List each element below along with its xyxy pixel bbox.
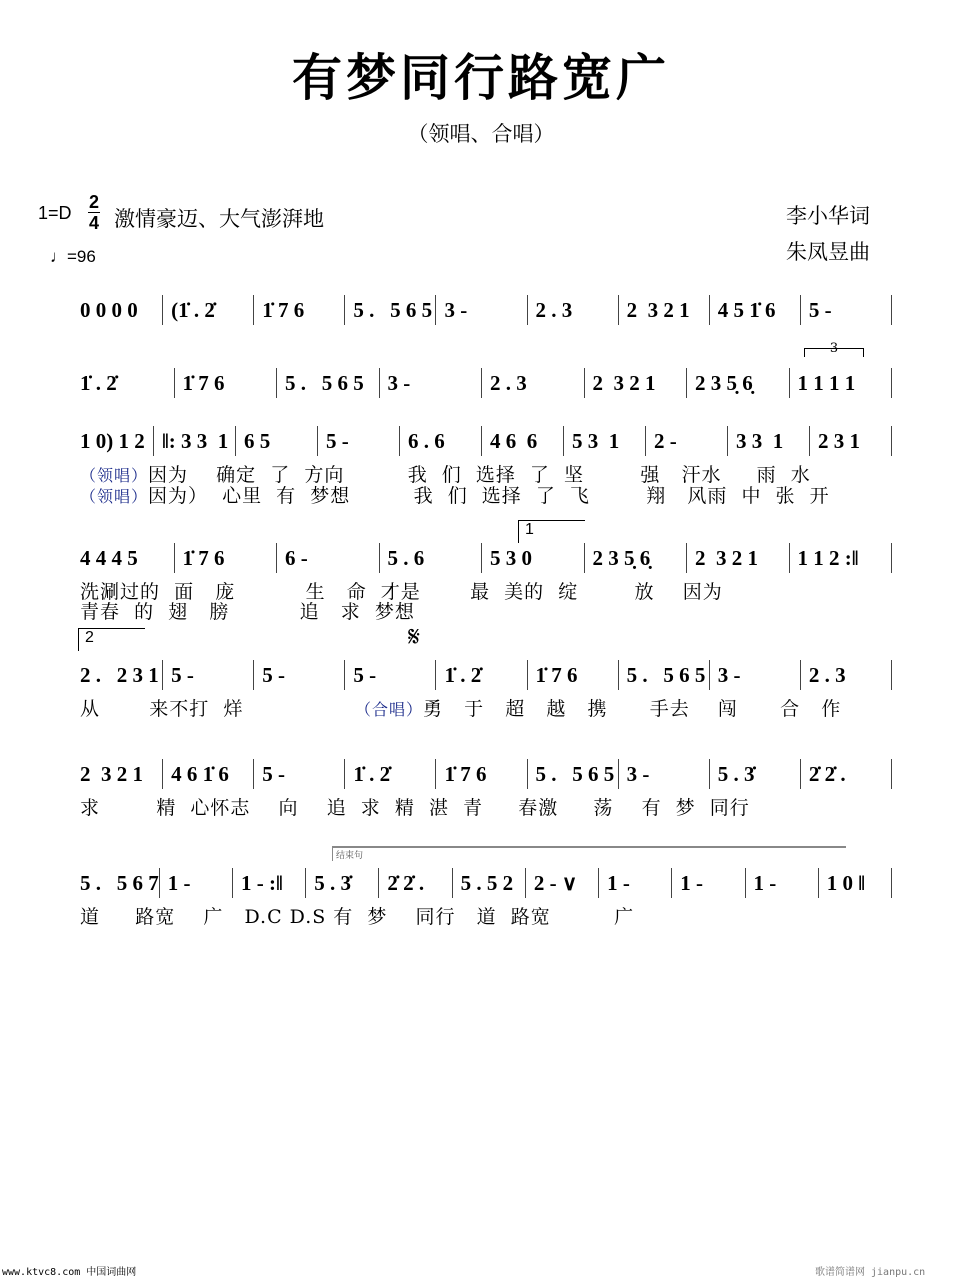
measure: 1̇ 7 6 — [528, 660, 619, 690]
measure: 1̇ . 2̇ — [436, 660, 527, 690]
song-title: 有梦同行路宽广 — [292, 48, 670, 107]
subtitle: （领唱、合唱） — [407, 122, 555, 146]
measure: 2 - — [646, 426, 728, 456]
music-line — [80, 543, 892, 573]
measure: 1̇ 7 6 — [254, 295, 345, 325]
measure: 5 - — [254, 660, 345, 690]
measure: 5 3 0 — [482, 543, 585, 573]
time-sig-top: 2 — [88, 192, 99, 212]
role-label: （领唱） — [80, 487, 149, 506]
measure: 1 - — [160, 868, 233, 898]
measure: 5 . 5 2 — [453, 868, 526, 898]
measure: 0 0 0 0 — [80, 295, 163, 325]
measure: 2̇ 2̇ . — [801, 759, 892, 789]
measure: 5 . 5 6 5 — [345, 295, 436, 325]
measure: 1̇ 7 6 — [175, 368, 278, 398]
measure: 4 5 1̇ 6 — [710, 295, 801, 325]
lyric-text: 道 路宽 广 D.C D.S 有 梦 同行 道 路宽 广 — [80, 906, 635, 928]
volta-bracket: 2 — [78, 628, 145, 651]
measure: 6 . 6 — [400, 426, 482, 456]
measure: 1̇ . 2̇ — [80, 368, 175, 398]
measure: 4 6 6 — [482, 426, 564, 456]
music-line — [80, 660, 892, 690]
measure: 1 - :‖ — [233, 868, 306, 898]
lyric-text: 求 精 心怀志 向 追 求 精 湛 青 春激 荡 有 梦 同行 — [80, 797, 750, 819]
volta-bracket: 1 — [518, 520, 585, 543]
measure: 2 3 2 1 — [619, 295, 710, 325]
measure: 5 . 6 — [380, 543, 483, 573]
lyric-line — [80, 597, 415, 624]
measure: 3 3 1 — [728, 426, 810, 456]
triplet-mark: 3 — [804, 348, 864, 357]
music-line — [80, 868, 892, 898]
time-sig-bottom: 4 — [88, 213, 99, 233]
role-label: （领唱） — [80, 466, 149, 485]
expression-mark: 激情豪迈、大气澎湃地 — [114, 207, 324, 231]
measure: ‖: 3 3 1 — [154, 426, 236, 456]
lyric-text: 勇 于 超 越 携 手去 闯 合 作 — [423, 698, 842, 720]
tempo-mark: ♩=96 — [50, 247, 96, 266]
measure: 5 . 3̇ — [710, 759, 801, 789]
measure: 2 3 5̣ 6̣ — [687, 368, 790, 398]
measure: 5 - — [801, 295, 892, 325]
measure: 5 - — [163, 660, 254, 690]
ending-bracket: 结束句 — [332, 846, 846, 861]
measure: 5 . 5 6 7 — [80, 868, 160, 898]
key-signature: 1=D — [38, 203, 72, 223]
role-label: （合唱） — [355, 700, 424, 719]
measure: 5 - — [318, 426, 400, 456]
measure: 5 . 5 6 5 — [619, 660, 710, 690]
measure: 1̇ 7 6 — [175, 543, 278, 573]
music-line — [80, 426, 892, 456]
measure: 3 - — [380, 368, 483, 398]
lyric-line — [80, 793, 750, 820]
measure: 2 . 2 3 1 — [80, 660, 163, 690]
measure: 2 - ∨ — [526, 868, 599, 898]
measure: 5 - — [345, 660, 436, 690]
measure: 1 - — [599, 868, 672, 898]
segno-sign: 𝄋 — [408, 620, 421, 653]
lyric-text: 洗涮过的 面 庞 生 命 才是 最 美的 绽 放 因为 — [80, 581, 723, 603]
measure: 1 0) 1 2 — [80, 426, 154, 456]
footer-left: www.ktvc8.com 中国词曲网 — [2, 1267, 137, 1278]
music-line — [80, 368, 892, 398]
lyric-line — [80, 694, 363, 721]
lyric-line — [80, 902, 634, 929]
measure: 1 1 1 1 — [790, 368, 893, 398]
time-signature — [88, 192, 100, 233]
lyricist: 李小华词 — [786, 204, 870, 228]
measure: 2 3 5̣ 6̣ — [585, 543, 688, 573]
measure: 2 3 2 1 — [80, 759, 163, 789]
measure: 5 . 5 6 5 — [277, 368, 380, 398]
measure: 2̇ 2̇ . — [379, 868, 452, 898]
measure: 1 - — [746, 868, 819, 898]
measure: 5 - — [254, 759, 345, 789]
measure: 6 - — [277, 543, 380, 573]
measure: 1 0 ‖ — [819, 868, 892, 898]
lyric-text: 因为 确定 了 方向 我 们 选择 了 坚 强 汗水 雨 水 — [148, 464, 811, 486]
lyric-text: 青春 的 翅 膀 追 求 梦想 — [80, 601, 415, 623]
measure: 2 . 3 — [801, 660, 892, 690]
measure: 2 . 3 — [528, 295, 619, 325]
measure: 2 3 2 1 — [585, 368, 688, 398]
lyric-line — [355, 694, 841, 721]
measure: 5 3 1 — [564, 426, 646, 456]
footer-right: 歌谱简谱网 jianpu.cn — [815, 1267, 926, 1278]
measure: 1 1 2 :‖ — [790, 543, 893, 573]
measure: 3 - — [619, 759, 710, 789]
lyric-text: 因为） 心里 有 梦想 我 们 选择 了 飞 翔 风雨 中 张 开 — [148, 485, 830, 507]
measure: 5 . 5 6 5 — [528, 759, 619, 789]
measure: (1̇ . 2̇ — [163, 295, 254, 325]
measure: 6 5 — [236, 426, 318, 456]
measure: 3 - — [710, 660, 801, 690]
measure: 1̇ . 2̇ — [345, 759, 436, 789]
measure: 4 6 1̇ 6 — [163, 759, 254, 789]
measure: 1 - — [672, 868, 745, 898]
measure: 2 3 1 — [810, 426, 892, 456]
measure: 1̇ 7 6 — [436, 759, 527, 789]
music-line — [80, 295, 892, 325]
measure: 5 . 3̇ — [306, 868, 379, 898]
measure: 3 - — [436, 295, 527, 325]
measure: 4 4 4 5 — [80, 543, 175, 573]
measure: 2 3 2 1 — [687, 543, 790, 573]
lyric-line — [80, 481, 830, 508]
music-line — [80, 759, 892, 789]
composer: 朱凤昱曲 — [786, 240, 870, 264]
lyric-text: 从 来不打 烊 — [80, 698, 364, 720]
measure: 2 . 3 — [482, 368, 585, 398]
